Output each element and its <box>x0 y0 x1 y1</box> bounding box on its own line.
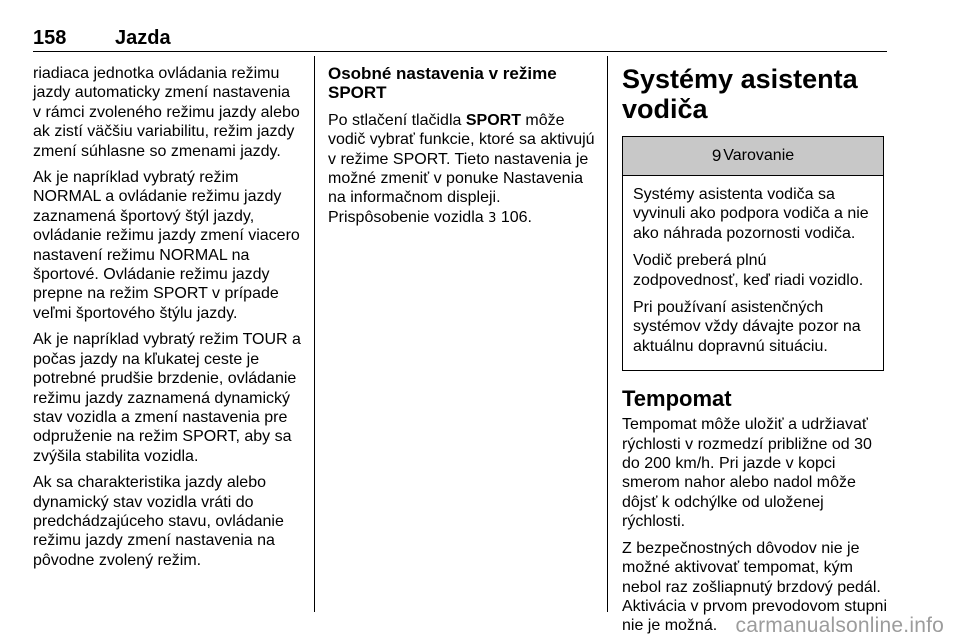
section-heading-tempomat: Tempomat <box>622 386 732 412</box>
warning-paragraph: Pri používaní asistenčných systémov vždy dávajte pozor na aktuálnu dopravnú situáciu. <box>633 299 861 355</box>
page-reference-number[interactable]: 106. <box>496 208 532 226</box>
warning-box <box>622 136 884 371</box>
warning-header <box>623 137 883 176</box>
column-1 <box>33 64 301 577</box>
column-2 <box>328 64 596 235</box>
paragraph: Ak je napríklad vybratý režim NORMAL a ovládanie režimu jazdy zaznamená športový štýl jazdy, ovládanie režimu jazdy zmení viacero nastavení režimu NORMAL na športové. Ovládanie režimu jazdy prepne na režim SPORT v prípade veľmi športového štýlu jazdy. <box>33 169 300 322</box>
section-heading-assist: Systémy asistenta vodiča <box>622 64 858 124</box>
text: môže vodič vybrať funkcie, ktoré sa aktivujú v režime SPORT. Tieto nastavenia je možné zmeniť v ponuke Nastavenia na informačnom displeji. Prispôsobenie vozidla <box>328 111 595 226</box>
page-header <box>33 27 887 49</box>
paragraph: riadiaca jednotka ovládania režimu jazdy automaticky zmení nastavenia v rámci zvoleného režimu jazdy alebo ak zistí väčšiu variabilitu, režim jazdy zmení súhlasne so zmenami jazdy. <box>33 65 300 160</box>
header-rule <box>33 51 887 52</box>
watermark: carmanualsonline.info <box>735 614 944 637</box>
warning-triangle-icon: 9 <box>711 146 722 166</box>
warning-paragraph: Systémy asistenta vodiča sa vyvinuli ako podpora vodiča a nie ako náhrada pozornosti vodiča. <box>633 186 869 242</box>
text: Po stlačení tlačidla <box>328 111 466 129</box>
section-heading-sport: Osobné nastavenia v režime SPORT <box>328 64 557 103</box>
paragraph: Tempomat môže uložiť a udržiavať rýchlosti v rozmedzí približne od 30 do 200 km/h. Pri jazde v kopci smerom nahor alebo nadol môže dôjsť k odchýlke od uloženej rýchlosti. <box>622 416 872 531</box>
column-divider-1 <box>314 56 315 612</box>
page-number: 158 <box>33 27 67 49</box>
paragraph: Z bezpečnostných dôvodov nie je možné aktivovať tempomat, kým nebol raz zošliapnutý brzdový pedál. Aktivácia v prvom prevodovom stupni nie je možná. <box>622 539 887 635</box>
warning-title: Varovanie <box>723 147 795 165</box>
section-title: Jazda <box>115 27 171 49</box>
column-divider-2 <box>607 56 608 612</box>
paragraph: Ak je napríklad vybratý režim TOUR a počas jazdy na kľukatej ceste je potrebné prudšie brzdenie, ovládanie režimu jazdy zaznamená dynamický stav vozidla a zmení nastavenia pre odpruženie na režim SPORT, aby sa zvýšila stabilita vozidla. <box>33 331 301 465</box>
paragraph-sport <box>328 111 596 228</box>
warning-body <box>623 176 883 370</box>
ref-icon-glyph: 3 <box>488 210 497 226</box>
warning-paragraph: Vodič preberá plnú zodpovednosť, keď riadi vozidlo. <box>633 252 864 289</box>
paragraph: Ak sa charakteristika jazdy alebo dynamický stav vozidla vráti do predchádzajúceho stavu, ovládanie režimu jazdy zmení nastavenia na pôvodne zvolený režim. <box>33 474 284 569</box>
sport-button-label: SPORT <box>465 111 521 129</box>
column-3 <box>622 64 888 643</box>
